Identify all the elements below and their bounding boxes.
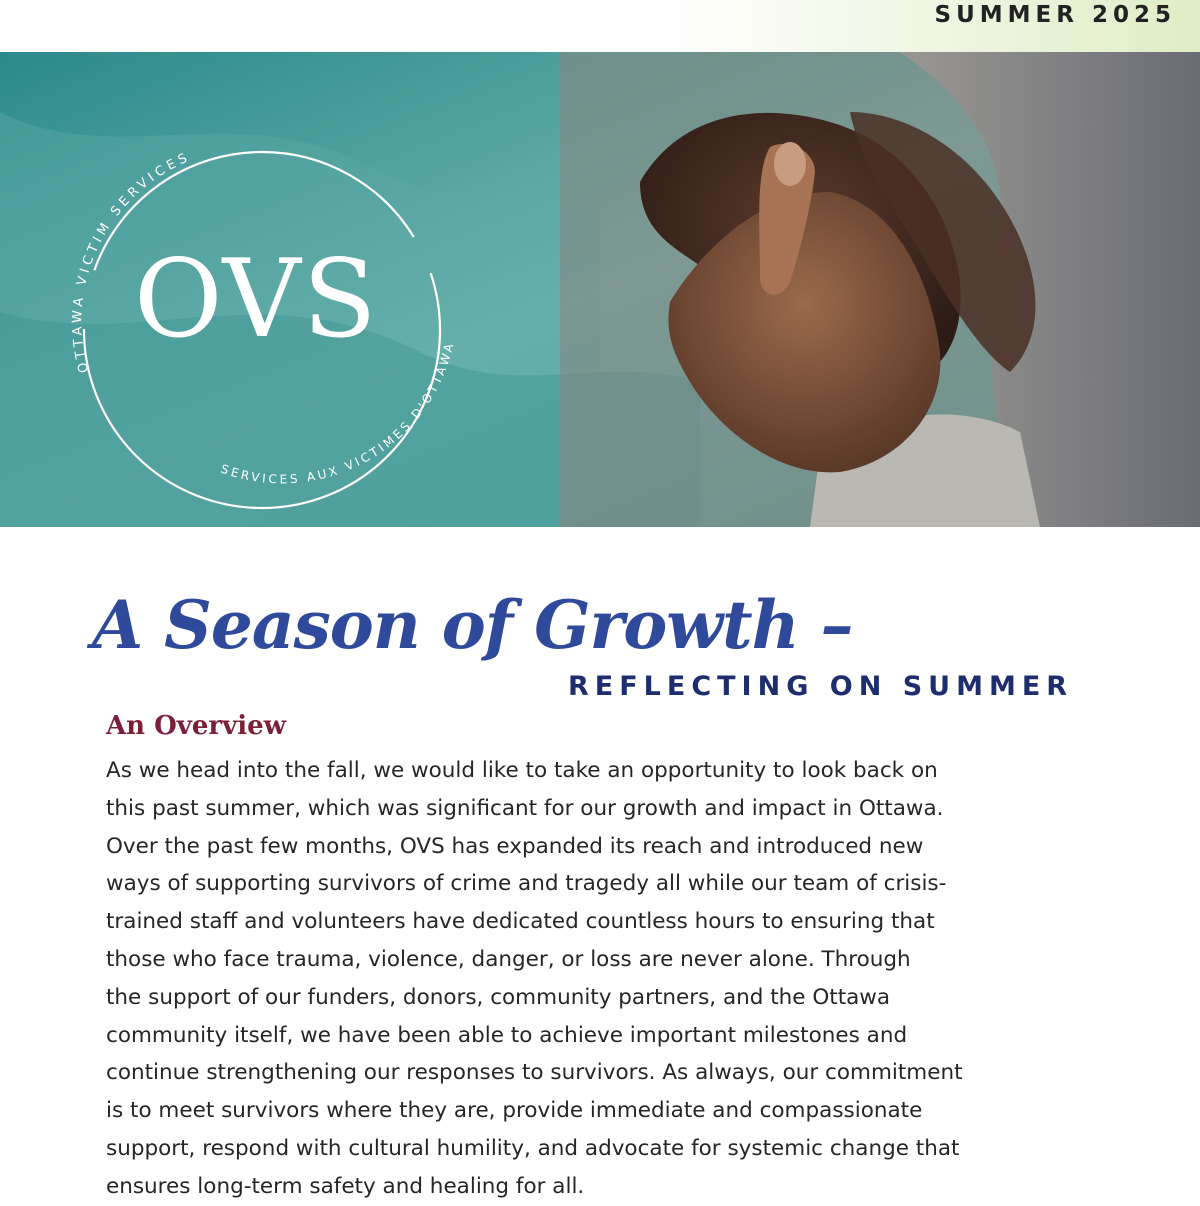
issue-label: SUMMER 2025 <box>934 2 1176 28</box>
body-line: community itself, we have been able to achieve important milestones and <box>106 1022 908 1048</box>
article-subtitle: REFLECTING ON SUMMER <box>568 671 1074 702</box>
body-line: Over the past few months, OVS has expanded its reach and introduced new <box>106 833 924 859</box>
logo-ring-text-bottom: SERVICES AUX VICTIMES D'OTTAWA <box>218 339 457 487</box>
header-bar <box>0 0 1200 52</box>
article-title: A Season of Growth – <box>92 586 853 664</box>
section-heading: An Overview <box>106 711 287 741</box>
logo-ring-text-top: OTTAWA VICTIM SERVICES <box>70 149 194 375</box>
body-line: those who face trauma, violence, danger, or loss are never alone. Through <box>106 946 911 972</box>
body-line: trained staff and volunteers have dedicated countless hours to ensuring that <box>106 909 935 935</box>
body-line: ways of supporting survivors of crime and tragedy all while our team of crisis- <box>106 871 947 897</box>
body-line: is to meet survivors where they are, provide immediate and compassionate <box>106 1098 923 1124</box>
body-line: this past summer, which was significant for our growth and impact in Ottawa. <box>106 795 944 821</box>
article-body <box>106 752 1116 1206</box>
body-line: support, respond with cultural humility, and advocate for systemic change that <box>106 1135 960 1161</box>
body-line: the support of our funders, donors, community partners, and the Ottawa <box>106 984 891 1010</box>
body-line: continue strengthening our responses to survivors. As always, our commitment <box>106 1060 963 1086</box>
logo-monogram: OVS <box>134 237 379 362</box>
body-line: ensures long-term safety and healing for all. <box>106 1173 585 1199</box>
hero-image <box>0 52 1200 527</box>
body-line: As we head into the fall, we would like to take an opportunity to look back on <box>106 758 938 783</box>
